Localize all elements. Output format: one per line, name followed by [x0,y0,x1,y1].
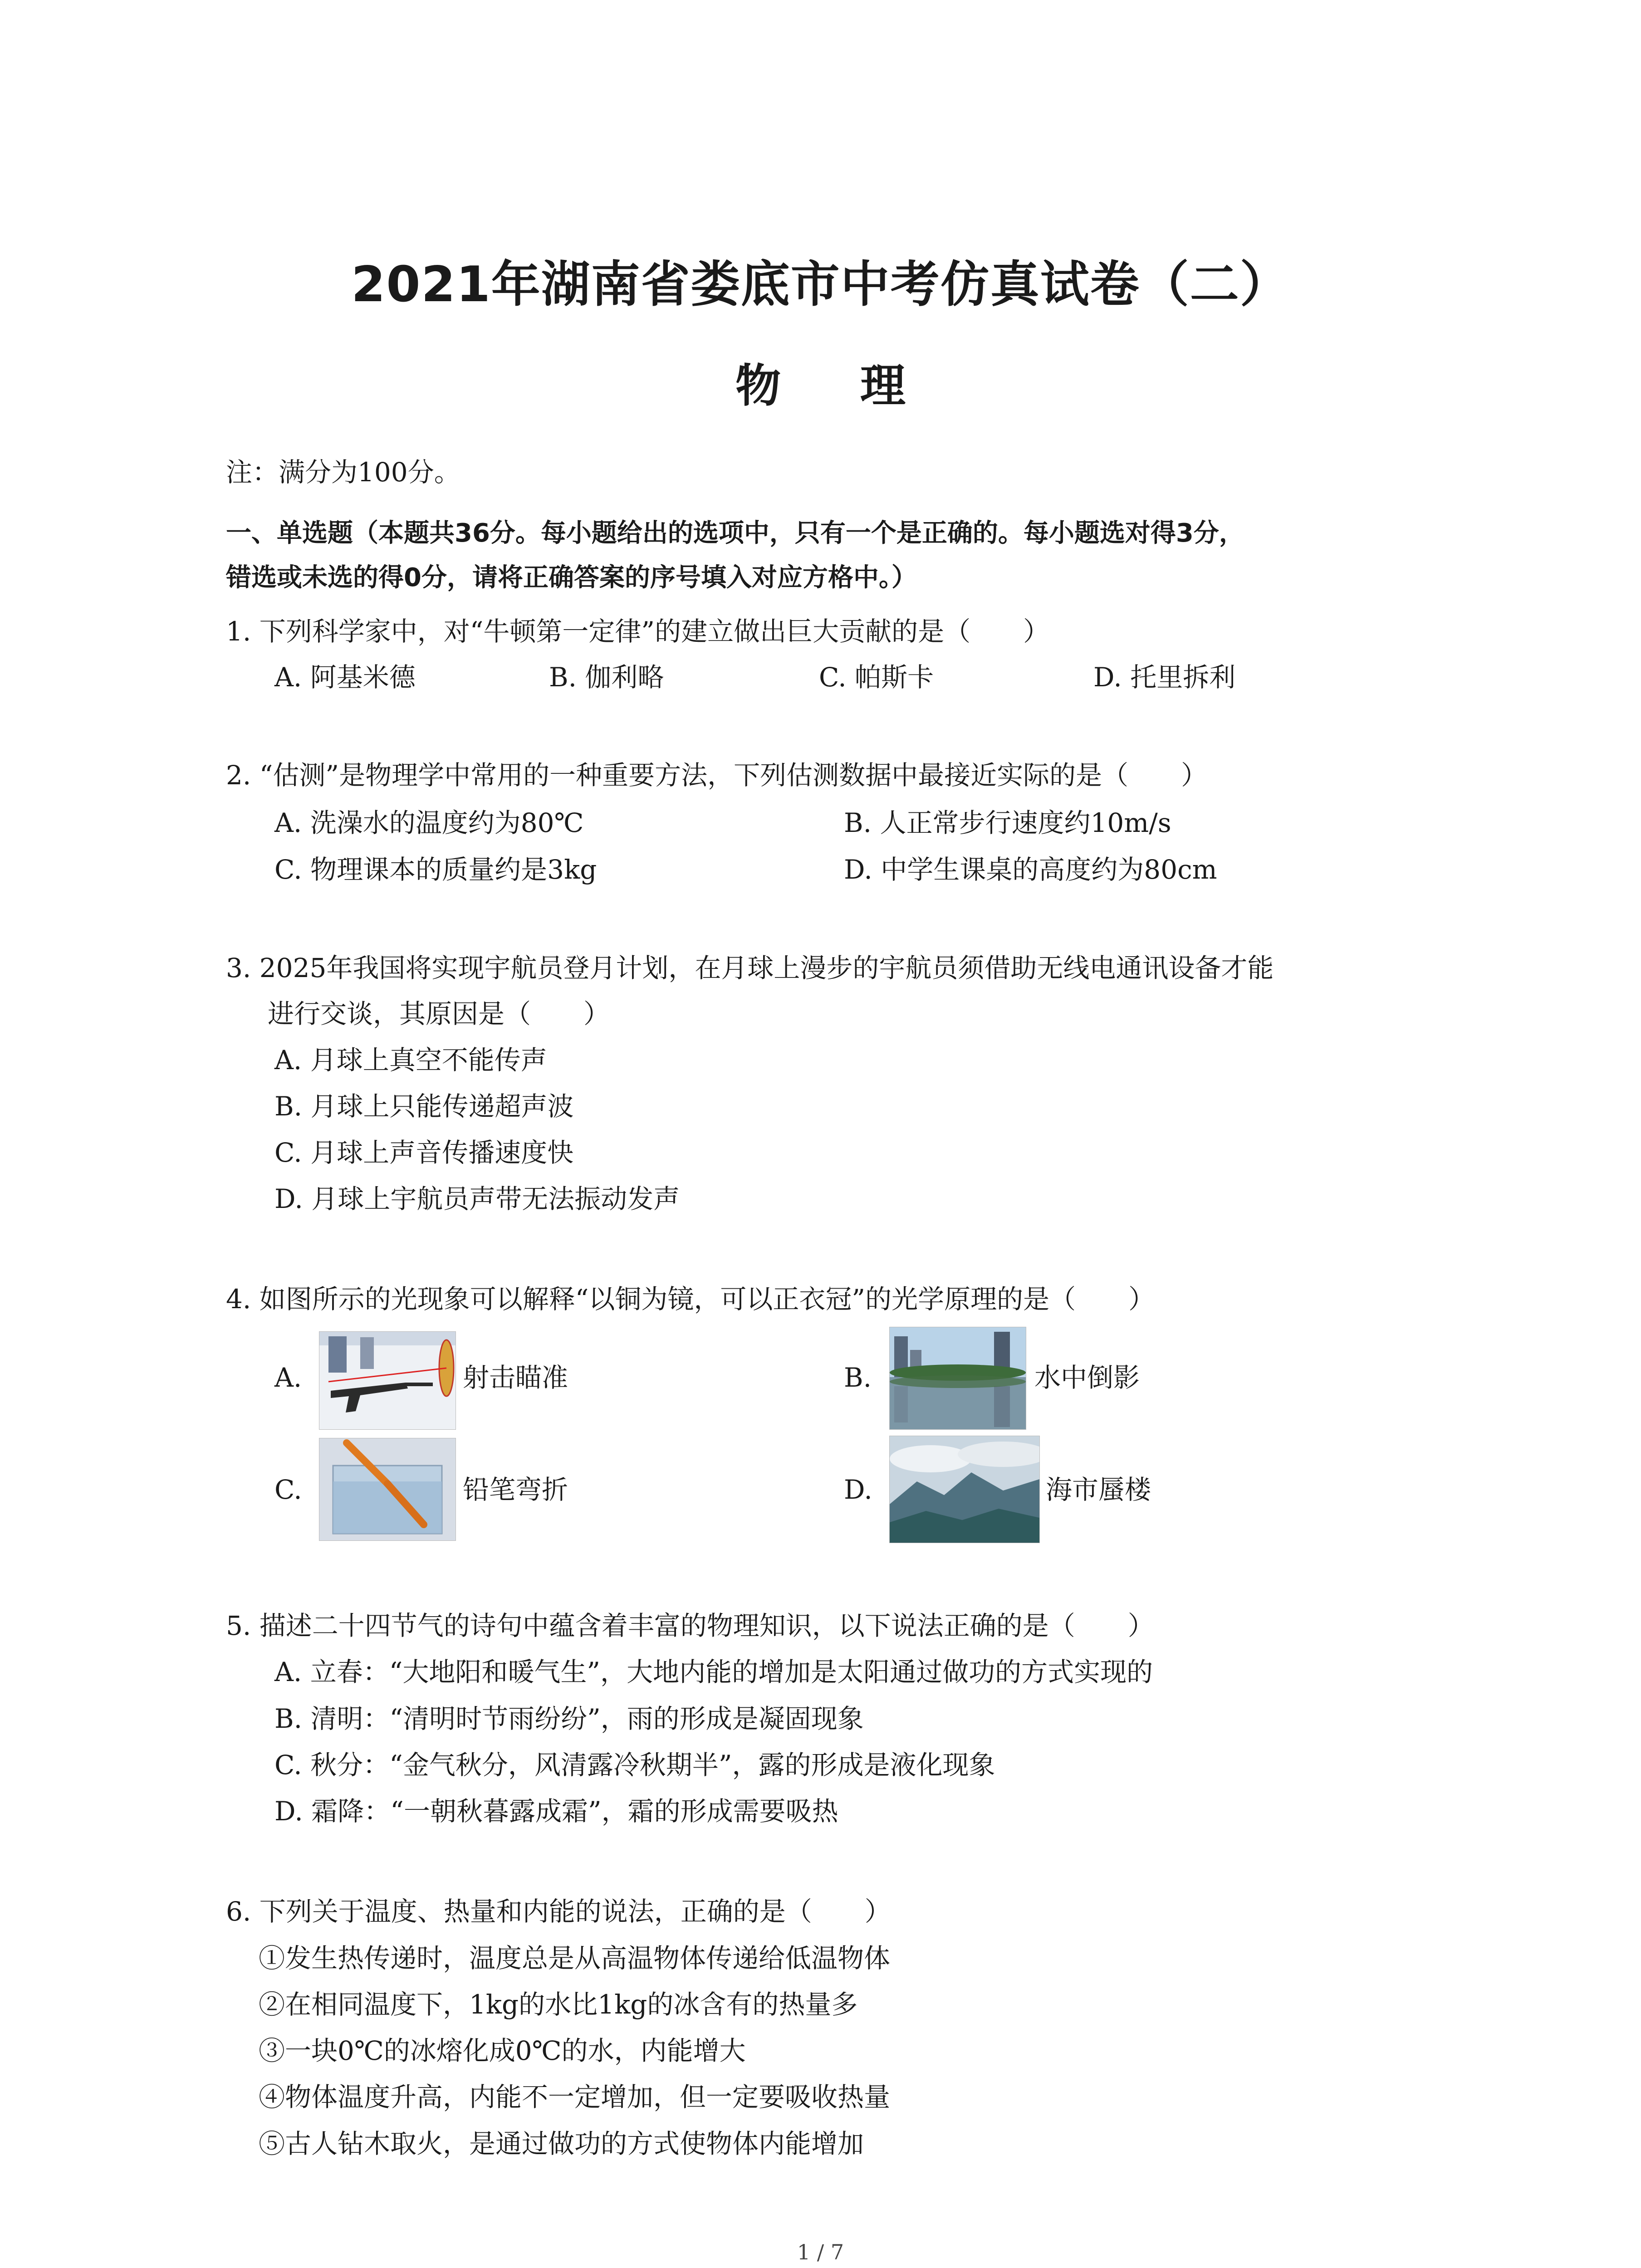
question-3-stem-line1: 3. 2025年我国将实现宇航员登月计划，在月球上漫步的宇航员须借助无线电通讯设备才能 [226,953,1274,983]
question-1-option-d: D. 托里拆利 [1093,662,1236,693]
question-4-option-c-letter: C. [274,1474,302,1505]
question-1-option-c: C. 帕斯卡 [819,662,934,693]
question-2-option-b: B. 人正常步行速度约10m/s [844,807,1171,838]
question-4-option-c-text: 铅笔弯折 [463,1474,568,1505]
question-6-statement-1: ①发生热传递时，温度总是从高温物体传递给低温物体 [259,1943,891,1974]
question-4-option-b-letter: B. [844,1362,872,1393]
question-3-stem-line2: 进行交谈，其原因是（ ） [268,998,610,1029]
question-6-statement-4: ④物体温度升高，内能不一定增加，但一定要吸收热量 [259,2082,891,2112]
question-1-option-b: B. 伽利略 [549,662,664,693]
rifle-aim-illustration [319,1332,456,1429]
question-4-option-b-text: 水中倒影 [1034,1362,1140,1393]
question-3-option-c: C. 月球上声音传播速度快 [274,1137,574,1168]
question-4-option-a-image [319,1331,456,1430]
section-heading-line1: 一、单选题（本题共36分。每小题给出的选项中，只有一个是正确的。每小题选对得3分， [226,518,1244,548]
question-1-stem: 1. 下列科学家中，对“牛顿第一定律”的建立做出巨大贡献的是（ ） [226,616,1050,647]
bent-pencil-in-water-photo [319,1438,456,1540]
question-4-stem: 4. 如图所示的光现象可以解释“以铜为镜，可以正衣冠”的光学原理的是（ ） [226,1284,1155,1315]
question-4-option-a-letter: A. [274,1362,302,1393]
question-5-option-d: D. 霜降：“一朝秋暮露成霜”，霜的形成需要吸热 [274,1796,838,1827]
mirage-landscape-photo [890,1436,1039,1543]
question-5-option-b: B. 清明：“清明时节雨纷纷”，雨的形成是凝固现象 [274,1703,864,1734]
question-5-option-a: A. 立春：“大地阳和暖气生”，大地内能的增加是太阳通过做功的方式实现的 [274,1657,1153,1687]
question-1-option-a: A. 阿基米德 [274,662,416,693]
question-4-option-d-letter: D. [844,1474,872,1505]
question-2-stem: 2. “估测”是物理学中常用的一种重要方法，下列估测数据中最接近实际的是（ ） [226,760,1208,791]
question-4-option-d-text: 海市蜃楼 [1046,1474,1151,1505]
question-3-option-d: D. 月球上宇航员声带无法振动发声 [274,1183,680,1214]
question-2-option-c: C. 物理课本的质量约是3kg [274,854,597,885]
question-2-option-a: A. 洗澡水的温度约为80℃ [274,807,584,838]
section-heading-line2: 错选或未选的得0分，请将正确答案的序号填入对应方格中。） [226,563,917,592]
question-4-option-b-image [889,1327,1026,1430]
question-3-option-a: A. 月球上真空不能传声 [274,1045,547,1075]
question-6-stem: 6. 下列关于温度、热量和内能的说法，正确的是（ ） [226,1896,891,1927]
question-4-option-a-text: 射击瞄准 [463,1362,568,1393]
subject-title: 物 理 [735,359,937,412]
question-2-option-d: D. 中学生课桌的高度约为80cm [844,854,1217,885]
question-4-option-c-image [319,1438,456,1541]
question-3-option-b: B. 月球上只能传递超声波 [274,1091,574,1122]
question-5-stem: 5. 描述二十四节气的诗句中蕴含着丰富的物理知识，以下说法正确的是（ ） [226,1610,1154,1641]
page-number: 1 / 7 [797,2240,844,2264]
question-6-statement-3: ③一块0℃的冰熔化成0℃的水，内能增大 [259,2035,746,2066]
exam-title: 2021年湖南省娄底市中考仿真试卷（二） [351,256,1290,313]
question-6-statement-2: ②在相同温度下，1kg的水比1kg的冰含有的热量多 [259,1989,858,2020]
question-4-option-d-image [889,1436,1040,1543]
score-note: 注：满分为100分。 [226,457,460,488]
question-6-statement-5: ⑤古人钻木取火，是通过做功的方式使物体内能增加 [259,2128,864,2159]
water-reflection-photo [890,1327,1026,1429]
question-5-option-c: C. 秋分：“金气秋分，风清露冷秋期半”，露的形成是液化现象 [274,1750,995,1780]
